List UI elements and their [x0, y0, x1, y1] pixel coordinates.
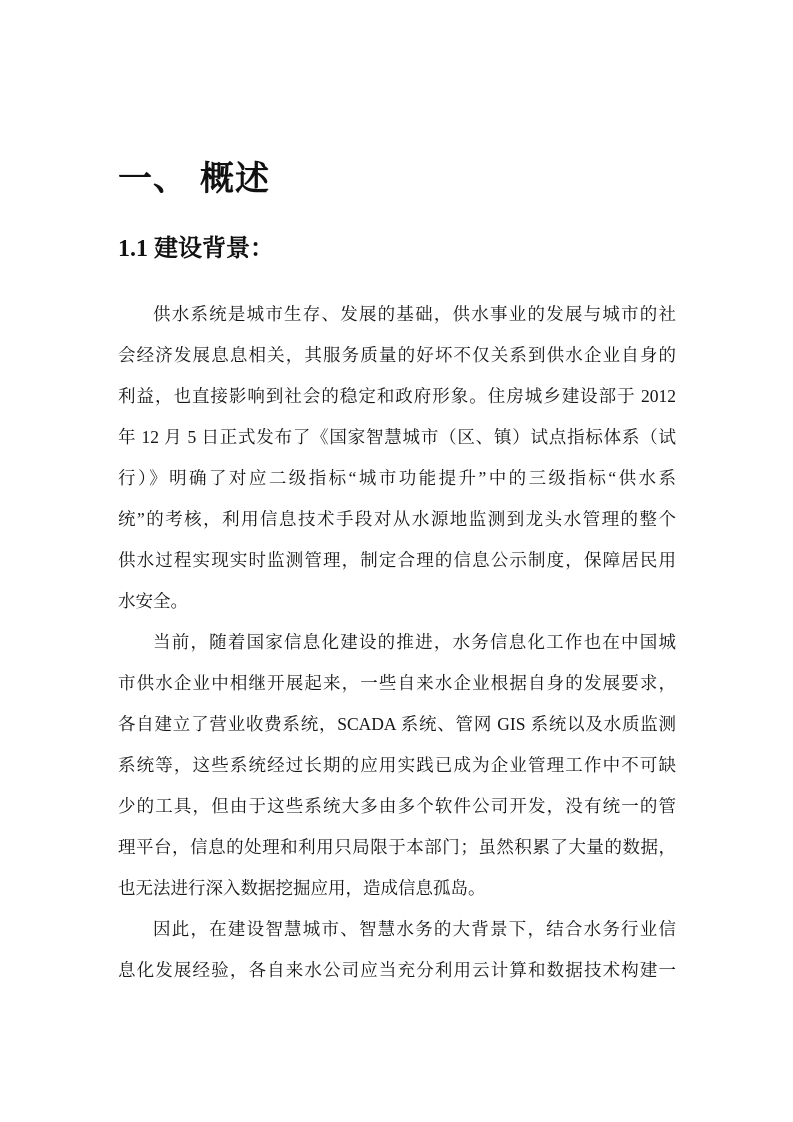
section-heading-number: 一、: [118, 161, 188, 198]
text-line: 理平台，信息的处理和利用只局限于本部门；虽然积累了大量的数据，: [118, 837, 676, 857]
text-line: 供水系统是城市生存、发展的基础，供水事业的发展与城市的社: [153, 304, 676, 324]
section-heading: [118, 158, 676, 202]
paragraph: [118, 294, 676, 622]
subsection-heading: 1.1 建设背景：: [118, 236, 274, 262]
text-line: 息化发展经验，各自来水公司应当充分利用云计算和数据技术构建一: [118, 960, 676, 980]
document-body: [118, 294, 676, 991]
text-line: 少的工具，但由于这些系统大多由多个软件公司开发，没有统一的管: [118, 796, 676, 816]
text-line: 各自建立了营业收费系统，SCADA 系统、管网 GIS 系统以及水质监测: [118, 714, 676, 734]
paragraph: [118, 622, 676, 909]
text-line: 会经济发展息息相关，其服务质量的好坏不仅关系到供水企业自身的: [118, 345, 676, 365]
text-line: 利益，也直接影响到社会的稳定和政府形象。住房城乡建设部于 2012: [118, 386, 676, 406]
text-line: 系统等，这些系统经过长期的应用实践已成为企业管理工作中不可缺: [118, 755, 676, 775]
text-line: 水安全。: [118, 591, 188, 611]
text-line: 供水过程实现实时监测管理，制定合理的信息公示制度，保障居民用: [118, 550, 676, 570]
text-line: 行）》明确了对应二级指标“城市功能提升”中的三级指标“供水系: [118, 468, 676, 488]
section-heading-title: 概述: [200, 161, 270, 198]
paragraph: [118, 909, 676, 991]
text-line: 因此，在建设智慧城市、智慧水务的大背景下，结合水务行业信: [153, 919, 676, 939]
text-line: 市供水企业中相继开展起来，一些自来水企业根据自身的发展要求，: [118, 673, 676, 693]
text-line: 统”的考核，利用信息技术手段对从水源地监测到龙头水管理的整个: [118, 509, 676, 529]
text-line: 年 12 月 5 日正式发布了《国家智慧城市（区、镇）试点指标体系（试: [118, 427, 676, 447]
text-line: 当前，随着国家信息化建设的推进，水务信息化工作也在中国城: [153, 632, 676, 652]
text-line: 也无法进行深入数据挖掘应用，造成信息孤岛。: [118, 878, 486, 898]
